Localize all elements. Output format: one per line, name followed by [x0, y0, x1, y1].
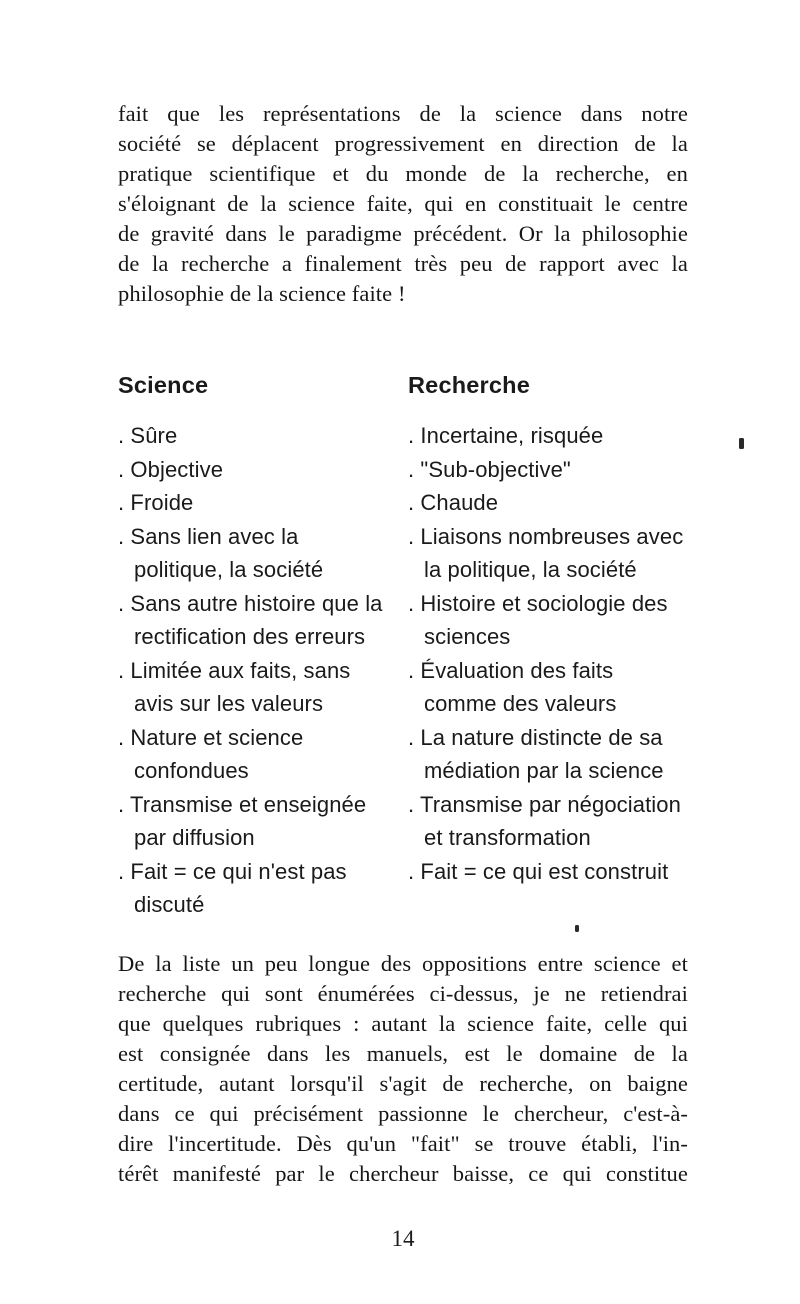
science-cell	[118, 788, 408, 855]
comparison-table-rows	[118, 419, 693, 922]
list-item-line: la politique, la société	[424, 557, 637, 582]
paragraph-top	[118, 99, 688, 309]
science-cell	[118, 453, 408, 487]
list-item-line: . "Sub-objective"	[408, 456, 571, 482]
science-column-header: Science	[118, 372, 209, 398]
recherche-column-header: Recherche	[408, 372, 530, 398]
recherche-cell	[408, 453, 693, 487]
list-item-line: . Froide	[118, 490, 194, 515]
science-cell	[118, 520, 408, 587]
text-line: s'éloignant de la science faite, qui en constituait le centre	[118, 191, 688, 216]
paragraph-bottom	[118, 949, 688, 1189]
table-row	[118, 855, 693, 922]
text-line: recherche qui sont énumérées ci-dessus, je ne retiendrai	[118, 981, 688, 1006]
recherche-cell	[408, 654, 693, 721]
table-row	[118, 520, 693, 587]
text-line: certitude, autant lorsqu'il s'agit de recherche, on baigne	[118, 1071, 688, 1096]
text-line: térêt manifesté par le chercheur baisse, ce qui constitue	[118, 1161, 688, 1186]
comparison-table	[118, 372, 693, 922]
text-line: De la liste un peu longue des oppositions entre science et	[118, 951, 688, 976]
table-row	[118, 419, 693, 453]
list-item-line: et transformation	[424, 825, 591, 850]
list-item-line: . Sans lien avec la	[118, 523, 299, 549]
text-line: dans ce qui précisément passionne le chercheur, c'est-à-	[118, 1101, 688, 1126]
list-item-line: sciences	[424, 624, 511, 649]
science-cell	[118, 419, 408, 453]
recherche-cell	[408, 419, 693, 453]
list-item-line: discuté	[134, 892, 205, 917]
table-row	[118, 654, 693, 721]
list-item-line: rectification des erreurs	[134, 624, 366, 649]
recherche-cell	[408, 587, 693, 654]
list-item-line: . Liaisons nombreuses avec	[408, 523, 684, 549]
list-item-line: médiation par la science	[424, 758, 664, 783]
table-row	[118, 788, 693, 855]
text-line: de la recherche a finalement très peu de rapport avec la	[118, 251, 688, 276]
science-cell	[118, 486, 408, 520]
science-cell	[118, 654, 408, 721]
science-cell	[118, 721, 408, 788]
table-row	[118, 453, 693, 487]
page-number: 14	[391, 1226, 415, 1251]
ink-speck	[739, 438, 744, 449]
list-item-line: . Fait = ce qui n'est pas	[118, 858, 347, 884]
comparison-table-headers	[118, 372, 693, 398]
list-item-line: . Histoire et sociologie des	[408, 590, 668, 616]
text-line: pratique scientifique et du monde de la recherche, en	[118, 161, 688, 186]
science-cell	[118, 587, 408, 654]
ink-speck	[575, 925, 579, 932]
table-row	[118, 486, 693, 520]
list-item-line: . Incertaine, risquée	[408, 423, 604, 448]
text-line: de gravité dans le paradigme précédent. Or la philosophie	[118, 221, 688, 246]
list-item-line: avis sur les valeurs	[134, 691, 324, 716]
list-item-line: comme des valeurs	[424, 691, 617, 716]
list-item-line: . Transmise et enseignée	[118, 791, 367, 817]
recherche-cell	[408, 520, 693, 587]
list-item-line: politique, la société	[134, 557, 324, 582]
recherche-cell	[408, 855, 693, 889]
list-item-line: . Sûre	[118, 423, 178, 448]
list-item-line: . Évaluation des faits	[408, 657, 614, 683]
text-line: société se déplacent progressivement en direction de la	[118, 131, 688, 156]
list-item-line: . Objective	[118, 456, 224, 482]
list-item-line: . Limitée aux faits, sans	[118, 657, 351, 683]
table-row	[118, 587, 693, 654]
recherche-cell	[408, 788, 693, 855]
science-cell	[118, 855, 408, 922]
list-item-line: . Chaude	[408, 490, 499, 515]
text-line: fait que les représentations de la science dans notre	[118, 101, 688, 126]
text-line: philosophie de la science faite !	[118, 281, 406, 306]
list-item-line: . Nature et science	[118, 724, 304, 750]
text-line: est consignée dans les manuels, est le domaine de la	[118, 1041, 688, 1066]
list-item-line: par diffusion	[134, 825, 255, 850]
recherche-cell	[408, 721, 693, 788]
table-row	[118, 721, 693, 788]
list-item-line: . Sans autre histoire que la	[118, 590, 383, 616]
list-item-line: . La nature distincte de sa	[408, 724, 663, 750]
recherche-cell	[408, 486, 693, 520]
text-line: que quelques rubriques : autant la science faite, celle qui	[118, 1011, 688, 1036]
list-item-line: . Transmise par négociation	[408, 791, 681, 817]
text-line: dire l'incertitude. Dès qu'un "fait" se trouve établi, l'in-	[118, 1131, 688, 1156]
list-item-line: . Fait = ce qui est construit	[408, 858, 669, 884]
list-item-line: confondues	[134, 758, 249, 783]
